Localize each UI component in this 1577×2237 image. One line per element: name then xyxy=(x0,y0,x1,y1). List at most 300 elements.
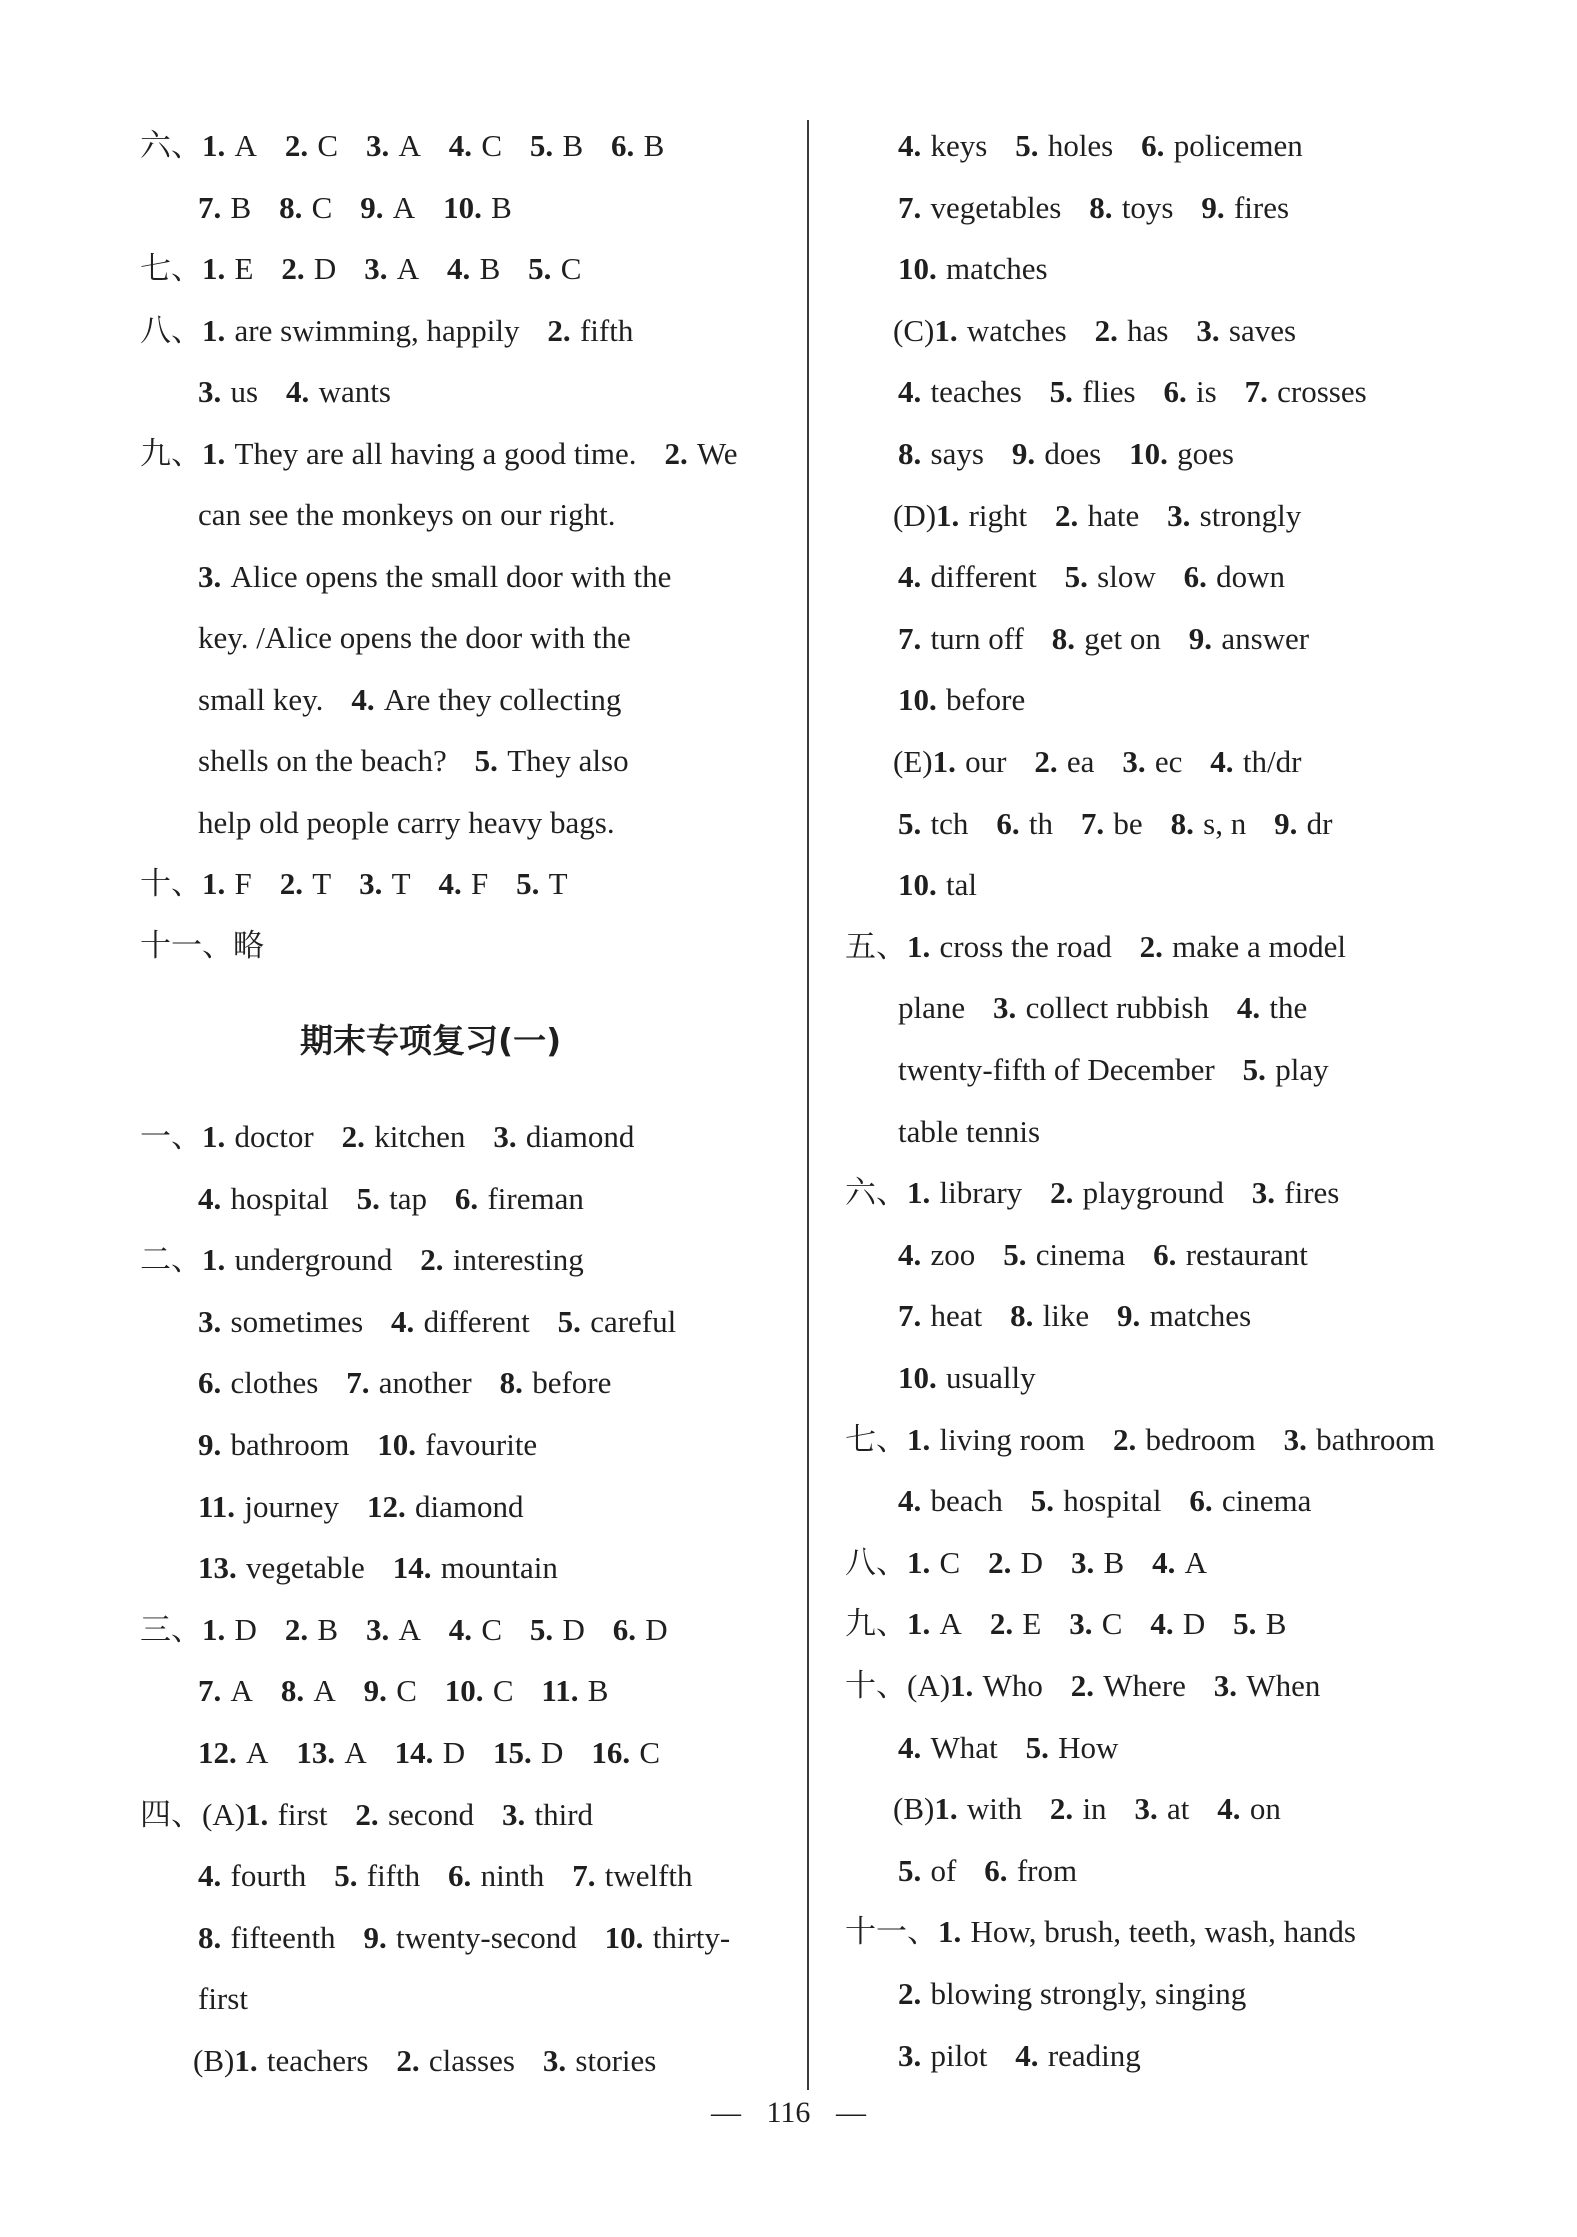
left-line xyxy=(198,1660,608,1722)
answer-text: slow xyxy=(1097,559,1156,595)
answer-text: help old people carry heavy bags. xyxy=(198,804,615,840)
item-number: 2. xyxy=(281,251,305,286)
answer-text: twenty-second xyxy=(396,1919,577,1955)
sub-label: (B) xyxy=(193,2043,235,2078)
right-line xyxy=(898,1039,1329,1101)
item-number: 10. xyxy=(604,1919,644,1955)
section-label: 一、 xyxy=(140,1119,202,1154)
item-number: 3. xyxy=(365,1611,390,1647)
item-number: 2. xyxy=(1139,928,1163,964)
item-number: 3. xyxy=(359,866,383,901)
right-line xyxy=(845,1162,1339,1224)
answer-text: journey xyxy=(244,1488,340,1524)
left-line xyxy=(198,792,615,854)
item-number: 2. xyxy=(1055,497,1079,533)
item-number: 2. xyxy=(284,1611,309,1647)
right-line xyxy=(898,1963,1246,2025)
item-number: 2. xyxy=(1094,312,1118,348)
answer-text: thirty- xyxy=(652,1919,731,1955)
item-number: 1. xyxy=(234,2043,258,2078)
sub-label: (A) xyxy=(907,1668,951,1703)
item-number: 3. xyxy=(1069,1606,1093,1642)
item-number: 10. xyxy=(898,1360,937,1395)
answer-text: C xyxy=(560,251,582,286)
item-number: 9. xyxy=(1188,620,1213,656)
section-label: 五、 xyxy=(845,928,907,964)
right-line xyxy=(898,177,1289,239)
answer-text: C xyxy=(492,1673,514,1709)
answer-text: B xyxy=(1103,1544,1125,1580)
answer-text: bathroom xyxy=(230,1427,350,1462)
item-number: 3. xyxy=(364,251,388,286)
item-number: 4. xyxy=(1236,990,1261,1026)
item-number: 4. xyxy=(898,374,922,410)
left-line xyxy=(193,2030,656,2092)
item-number: 6. xyxy=(448,1858,472,1894)
answer-text: D xyxy=(562,1611,585,1647)
answer-text: can see the monkeys on our right. xyxy=(198,497,616,532)
item-number: 3. xyxy=(542,2043,567,2078)
left-line xyxy=(198,1537,558,1599)
item-number: 3. xyxy=(501,1796,526,1832)
right-line xyxy=(898,854,977,916)
answer-text: F xyxy=(234,866,252,901)
section-label: 八、 xyxy=(845,1544,907,1580)
answer-text: toys xyxy=(1121,189,1174,225)
left-line xyxy=(198,1291,676,1353)
item-number: 7. xyxy=(1080,805,1105,841)
left-line xyxy=(198,669,621,731)
answer-text: teachers xyxy=(266,2043,369,2078)
answer-text: right xyxy=(968,497,1028,533)
left-line xyxy=(140,238,581,300)
section-label: 四、 xyxy=(140,1796,202,1832)
answer-text: matches xyxy=(946,251,1048,287)
item-number: 11. xyxy=(198,1488,236,1524)
item-number: 3. xyxy=(1134,1791,1158,1827)
answer-text: cross the road xyxy=(939,928,1112,964)
item-number: 16. xyxy=(591,1735,631,1770)
answer-text: B xyxy=(1265,1606,1287,1642)
answer-text: first xyxy=(277,1796,328,1832)
answer-text: A xyxy=(246,1735,269,1770)
answer-text: C xyxy=(317,128,339,163)
item-number: 1. xyxy=(934,1791,958,1827)
answer-text: another xyxy=(378,1365,472,1401)
answer-text: different xyxy=(930,559,1037,595)
answer-text: get on xyxy=(1084,620,1161,656)
answer-text: table tennis xyxy=(898,1113,1041,1149)
item-number: 1. xyxy=(907,1421,931,1457)
section-label: 九、 xyxy=(845,1606,907,1642)
item-number: 4. xyxy=(898,1236,922,1272)
item-number: 4. xyxy=(286,374,310,409)
answer-text: on xyxy=(1249,1791,1281,1827)
item-number: 9. xyxy=(363,1919,387,1955)
answer-text: Who xyxy=(982,1668,1043,1703)
answer-text: E xyxy=(1022,1606,1042,1642)
item-number: 5. xyxy=(898,805,922,841)
sub-label: (E) xyxy=(893,744,933,779)
answer-text: B xyxy=(587,1673,609,1709)
answer-text: D xyxy=(442,1735,466,1770)
item-number: 10. xyxy=(443,189,482,225)
right-line xyxy=(898,1470,1311,1532)
item-number: 10. xyxy=(898,867,937,903)
right-line xyxy=(898,669,1025,731)
item-number: 2. xyxy=(664,435,688,471)
answer-text: diamond xyxy=(414,1488,524,1524)
answer-text: hate xyxy=(1087,497,1140,533)
right-line xyxy=(898,1840,1077,1902)
answer-text: T xyxy=(312,866,332,901)
answer-text: collect rubbish xyxy=(1025,990,1209,1026)
left-line xyxy=(140,1599,668,1661)
item-number: 4. xyxy=(391,1303,415,1339)
answer-text: reading xyxy=(1047,2037,1141,2073)
answer-text: us xyxy=(230,374,259,409)
item-number: 11. xyxy=(541,1673,579,1709)
answer-text: ninth xyxy=(480,1858,545,1894)
item-number: 6. xyxy=(1183,559,1207,595)
answer-text: C xyxy=(396,1673,417,1709)
answer-text: usually xyxy=(946,1360,1036,1395)
answer-text: B xyxy=(562,128,584,163)
item-number: 2. xyxy=(420,1242,444,1278)
item-number: 7. xyxy=(1244,374,1268,410)
answer-text: tal xyxy=(946,867,978,903)
left-line xyxy=(198,1722,660,1784)
item-number: 2. xyxy=(989,1606,1014,1642)
item-number: 3. xyxy=(898,2037,922,2073)
answer-text: D xyxy=(313,251,337,286)
item-number: 1. xyxy=(932,744,956,779)
item-number: 1. xyxy=(938,1914,962,1950)
answer-text: blowing strongly, singing xyxy=(930,1976,1247,2011)
answer-text: A xyxy=(398,128,421,163)
answer-text: How xyxy=(1058,1729,1119,1765)
answer-text: third xyxy=(534,1796,594,1832)
item-number: 2. xyxy=(284,128,309,163)
item-number: 2. xyxy=(1034,744,1058,779)
section-label: 十一、 xyxy=(140,927,233,963)
left-line xyxy=(198,1168,584,1230)
item-number: 4. xyxy=(351,681,375,717)
item-number: 15. xyxy=(492,1735,532,1770)
answer-text: What xyxy=(930,1729,998,1765)
answer-text: turn off xyxy=(930,620,1024,656)
answer-text: of xyxy=(930,1852,957,1888)
answer-text: twenty-fifth of December xyxy=(898,1052,1215,1087)
right-line xyxy=(898,546,1285,608)
item-number: 4. xyxy=(1217,1791,1241,1827)
section-label: 八、 xyxy=(140,312,202,348)
answer-text: watches xyxy=(966,312,1067,348)
item-number: 4. xyxy=(438,866,462,901)
item-number: 1. xyxy=(202,312,226,348)
item-number: 5. xyxy=(334,1858,358,1894)
answer-text: first xyxy=(198,1981,248,2017)
answer-text: fifth xyxy=(366,1858,421,1894)
answer-text: C xyxy=(939,1544,961,1580)
item-number: 4. xyxy=(448,128,473,163)
item-number: 10. xyxy=(377,1427,416,1462)
answer-text: F xyxy=(470,866,489,901)
answer-text: stories xyxy=(575,2043,657,2078)
item-number: 2. xyxy=(341,1119,365,1154)
item-number: 9. xyxy=(198,1427,222,1462)
answer-text: is xyxy=(1196,374,1217,410)
answer-text: Are they collecting xyxy=(383,681,622,717)
answer-text: D xyxy=(541,1735,564,1770)
left-line xyxy=(140,853,568,915)
page-number-value: 116 xyxy=(766,2096,811,2129)
answer-text: answer xyxy=(1221,620,1310,656)
item-number: 5. xyxy=(1025,1729,1049,1765)
item-number: 7. xyxy=(346,1365,370,1401)
item-number: 5. xyxy=(1064,559,1088,595)
item-number: 1. xyxy=(907,928,931,964)
item-number: 6. xyxy=(611,128,635,163)
answer-text: classes xyxy=(428,2043,515,2078)
item-number: 6. xyxy=(996,805,1020,841)
item-number: 9. xyxy=(1011,436,1036,471)
item-number: 5. xyxy=(1233,1606,1257,1642)
answer-text: cinema xyxy=(1035,1236,1126,1272)
answer-text: underground xyxy=(234,1242,393,1278)
answer-text: B xyxy=(317,1611,339,1647)
answer-text: diamond xyxy=(525,1119,635,1154)
answer-text: Where xyxy=(1103,1668,1186,1703)
sub-label: (A) xyxy=(202,1796,246,1832)
answer-text: wants xyxy=(318,374,391,409)
column-divider xyxy=(807,120,809,2090)
answer-text: th xyxy=(1028,805,1053,841)
left-line xyxy=(198,361,391,423)
answer-text: fourth xyxy=(230,1858,307,1894)
right-line xyxy=(898,423,1234,485)
item-number: 8. xyxy=(1089,189,1113,225)
answer-text: our xyxy=(965,744,1007,779)
right-line xyxy=(893,300,1296,362)
left-line xyxy=(198,546,671,608)
left-line xyxy=(140,423,738,485)
item-number: 6. xyxy=(1163,374,1187,410)
answer-text: down xyxy=(1216,559,1286,595)
item-number: 5. xyxy=(529,1611,554,1647)
item-number: 5. xyxy=(1242,1052,1266,1087)
item-number: 10. xyxy=(1129,436,1168,471)
item-number: 2. xyxy=(396,2043,420,2078)
answer-text: second xyxy=(387,1796,475,1832)
item-number: 7. xyxy=(898,189,922,225)
right-line xyxy=(845,1901,1356,1963)
right-line xyxy=(845,1409,1435,1471)
section-label: 十、 xyxy=(140,866,202,901)
answer-text: twelfth xyxy=(604,1858,693,1894)
item-number: 5. xyxy=(528,251,552,286)
item-number: 5. xyxy=(1049,374,1073,410)
answer-text: fifteenth xyxy=(230,1919,336,1955)
item-number: 9. xyxy=(1201,189,1225,225)
answer-text: We xyxy=(697,435,738,471)
item-number: 5. xyxy=(529,128,554,163)
answer-text: heat xyxy=(930,1298,983,1334)
answer-text: from xyxy=(1016,1852,1078,1888)
answer-text: fifth xyxy=(579,312,634,348)
answer-text: interesting xyxy=(452,1242,584,1278)
item-number: 8. xyxy=(499,1365,523,1401)
item-number: 4. xyxy=(898,559,922,595)
right-line xyxy=(898,2025,1141,2087)
answer-text: E xyxy=(234,251,254,286)
answer-text: play xyxy=(1275,1052,1329,1087)
left-line xyxy=(198,1968,248,2030)
right-line xyxy=(898,1224,1308,1286)
answer-text: vegetable xyxy=(246,1550,365,1586)
answer-text: B xyxy=(230,189,252,225)
answer-text: T xyxy=(548,866,568,901)
item-number: 2. xyxy=(355,1796,379,1832)
answer-text: A xyxy=(1184,1544,1208,1580)
item-number: 7. xyxy=(572,1858,596,1894)
left-line xyxy=(198,607,631,669)
section-label: 三、 xyxy=(140,1611,202,1647)
item-number: 6. xyxy=(454,1180,479,1216)
answer-text: matches xyxy=(1149,1298,1252,1334)
item-number: 1. xyxy=(907,1606,931,1642)
answer-text: How, brush, teeth, wash, hands xyxy=(970,1914,1356,1950)
answer-text: 略 xyxy=(233,927,264,963)
answer-text: C xyxy=(481,1611,503,1647)
left-line xyxy=(140,1106,634,1168)
right-line xyxy=(845,1593,1286,1655)
answer-text: the xyxy=(1269,990,1308,1026)
answer-text: B xyxy=(643,128,665,163)
answer-text: They are all having a good time. xyxy=(234,435,637,471)
answer-text: A xyxy=(392,189,416,225)
item-number: 7. xyxy=(198,189,222,225)
item-number: 8. xyxy=(198,1919,222,1955)
left-line xyxy=(198,1845,693,1907)
right-line xyxy=(898,608,1309,670)
right-line xyxy=(898,1347,1036,1409)
answer-text: dr xyxy=(1306,805,1333,841)
answer-text: A xyxy=(396,251,420,286)
item-number: 8. xyxy=(1051,620,1075,656)
section-label: 六、 xyxy=(140,128,202,163)
item-number: 3. xyxy=(493,1119,517,1154)
item-number: 1. xyxy=(202,1242,226,1278)
item-number: 4. xyxy=(898,1729,922,1765)
answer-text: hospital xyxy=(230,1180,329,1216)
item-number: 4. xyxy=(198,1858,222,1894)
answer-text: C xyxy=(1101,1606,1123,1642)
answer-text: teaches xyxy=(930,374,1022,410)
answer-text: clothes xyxy=(230,1365,319,1401)
item-number: 5. xyxy=(356,1180,380,1216)
item-number: 3. xyxy=(198,1303,222,1339)
answer-text: does xyxy=(1044,436,1102,471)
left-line xyxy=(198,1352,611,1414)
right-line xyxy=(893,731,1301,793)
answer-text: zoo xyxy=(930,1236,976,1272)
answer-text: A xyxy=(939,1606,962,1642)
item-number: 9. xyxy=(1117,1298,1141,1334)
answer-text: has xyxy=(1127,312,1169,348)
section-label: 十一、 xyxy=(845,1914,938,1950)
sub-label: (B) xyxy=(893,1791,935,1827)
answer-text: ea xyxy=(1066,744,1095,779)
answer-text: restaurant xyxy=(1185,1236,1308,1272)
item-number: 4. xyxy=(1152,1544,1176,1580)
item-number: 1. xyxy=(202,251,226,286)
item-number: 1. xyxy=(202,866,226,901)
item-number: 2. xyxy=(988,1544,1012,1580)
item-number: 6. xyxy=(198,1365,222,1401)
left-line xyxy=(198,484,616,546)
right-line xyxy=(898,1717,1118,1779)
right-line xyxy=(845,1655,1320,1717)
answer-text: before xyxy=(532,1365,612,1401)
item-number: 2. xyxy=(1049,1791,1074,1827)
item-number: 5. xyxy=(1015,128,1039,163)
answer-text: shells on the beach? xyxy=(198,743,447,778)
left-line xyxy=(140,115,664,177)
answer-text: with xyxy=(966,1791,1022,1827)
item-number: 8. xyxy=(279,189,303,225)
right-line xyxy=(898,361,1367,423)
item-number: 9. xyxy=(360,189,384,225)
answer-text: A xyxy=(313,1673,336,1709)
section-label: 二、 xyxy=(140,1242,202,1278)
answer-text: in xyxy=(1082,1791,1107,1827)
right-line xyxy=(845,916,1346,978)
item-number: 2. xyxy=(1050,1175,1074,1211)
item-number: 3. xyxy=(198,374,222,409)
answer-text: A xyxy=(230,1673,253,1709)
item-number: 1. xyxy=(202,1119,226,1154)
page-number-dash-left: — xyxy=(711,2096,742,2129)
item-number: 1. xyxy=(907,1544,931,1580)
answer-text: bathroom xyxy=(1316,1421,1435,1457)
item-number: 13. xyxy=(296,1735,336,1770)
answer-text: kitchen xyxy=(374,1119,466,1154)
answer-text: When xyxy=(1246,1668,1321,1703)
left-line xyxy=(140,1784,593,1846)
answer-text: tap xyxy=(389,1180,428,1216)
item-number: 4. xyxy=(1210,744,1234,779)
answer-text: A xyxy=(234,128,257,163)
answer-text: A xyxy=(344,1735,367,1770)
answer-text: goes xyxy=(1177,436,1234,471)
section-label: 九、 xyxy=(140,435,202,471)
item-number: 6. xyxy=(612,1611,636,1647)
item-number: 10. xyxy=(444,1673,484,1709)
answer-text: th/dr xyxy=(1242,744,1302,779)
answer-text: D xyxy=(1182,1606,1206,1642)
item-number: 5. xyxy=(1003,1236,1027,1272)
answer-text: favourite xyxy=(425,1427,538,1462)
right-line xyxy=(898,1101,1040,1163)
right-line xyxy=(898,793,1332,855)
answer-text: fires xyxy=(1233,189,1290,225)
answer-text: library xyxy=(939,1175,1023,1211)
item-number: 8. xyxy=(280,1673,305,1709)
answer-text: D xyxy=(645,1611,668,1647)
item-number: 5. xyxy=(557,1303,581,1339)
item-number: 5. xyxy=(1030,1483,1054,1519)
